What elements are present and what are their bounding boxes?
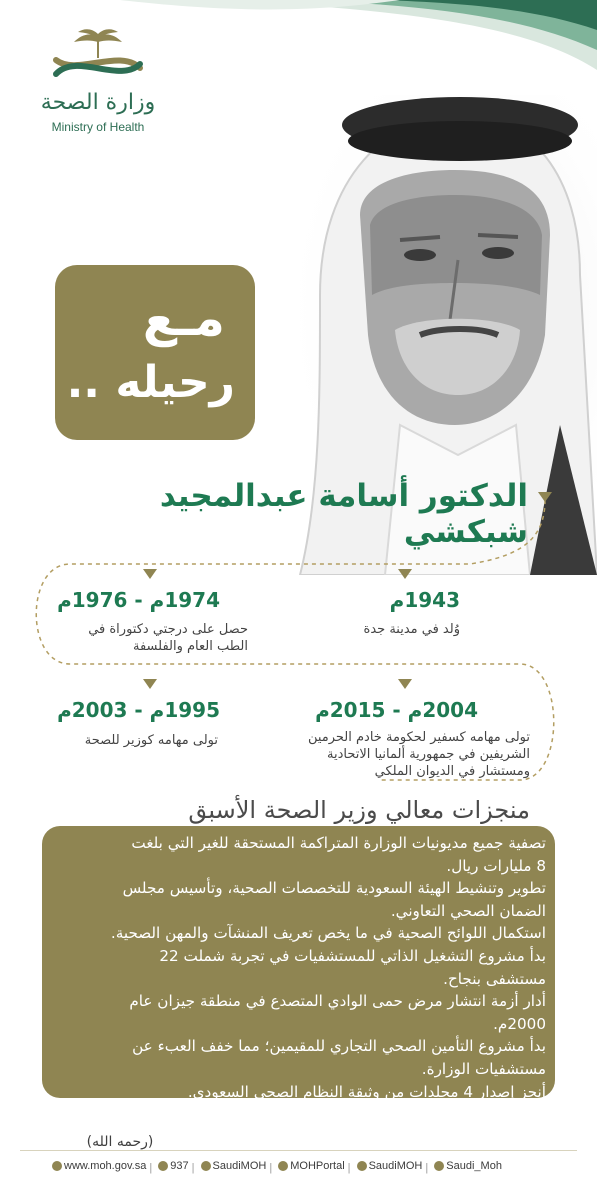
timeline-marker-1974 — [143, 569, 157, 579]
timeline-desc-line: حصل على درجتي دكتوراة في — [88, 622, 248, 637]
timeline-date-1995-2003: 1995م - 2003م — [57, 698, 220, 722]
timeline-marker-name — [538, 492, 552, 502]
timeline-date-1974-1976: 1974م - 1976م — [57, 588, 220, 612]
achievement-line: أنجز إصدار 4 مجلدات من وثيقة النظام الصحي السعودي. — [187, 1082, 546, 1101]
achievement-line: أدار أزمة انتشار مرض حمى الوادي المتصدع في منطقة جيزان عام — [129, 992, 546, 1011]
timeline-marker-2004 — [398, 679, 412, 689]
person-name: الدكتور أسامة عبدالمجيد شبكشي — [159, 478, 528, 550]
logo-arabic-text: وزارة الصحة — [40, 90, 156, 115]
timeline-desc-line: تولى مهامه كسفير لحكومة خادم الحرمين — [307, 730, 530, 745]
timeline-marker-1943 — [398, 569, 412, 579]
footer-youtube[interactable] — [278, 1160, 344, 1172]
timeline-date-1943: 1943م — [389, 588, 460, 612]
badge-line-1: مـع — [142, 289, 225, 347]
footer-separator: | — [269, 1162, 273, 1174]
timeline-marker-1995 — [143, 679, 157, 689]
achievements-list — [56, 832, 546, 1103]
footer-website[interactable] — [52, 1160, 146, 1172]
footer-instagram-text: SaudiMOH — [368, 1160, 423, 1172]
achievement-line: تطوير وتنشيط الهيئة السعودية للتخصصات الصحية، وتأسيس مجلس — [122, 879, 546, 898]
footer-separator: | — [191, 1162, 195, 1174]
footer-twitter-text: SaudiMOH — [212, 1160, 267, 1172]
footer-youtube-text: MOHPortal — [290, 1160, 345, 1172]
timeline-desc-line: الشريفين في جمهورية ألمانيا الاتحادية — [327, 747, 530, 762]
youtube-icon — [278, 1161, 288, 1171]
timeline-desc-1974-1976 — [40, 621, 248, 655]
achievement-line: تصفية جميع مديونيات الوزارة المتراكمة المستحقة للغير التي بلغت — [131, 834, 546, 852]
timeline-date-2004-2015: 2004م - 2015م — [315, 698, 478, 722]
timeline-desc-2004-2015 — [268, 729, 530, 780]
timeline-desc-line: الطب العام والفلسفة — [133, 639, 248, 654]
achievements-panel — [42, 826, 555, 1101]
snapchat-icon — [434, 1161, 444, 1171]
achievement-line: مستشفى بنجاح. — [443, 969, 546, 988]
achievement-line: الضمان الصحي التعاوني. — [390, 901, 546, 920]
footer-divider — [20, 1150, 577, 1151]
achievement-line: استكمال اللوائح الصحية في ما يخص تعريف المنشآت والمهن الصحية. — [110, 924, 546, 943]
footer-contacts — [52, 1160, 562, 1180]
timeline-desc-line: ومستشار في الديوان الملكي — [374, 764, 530, 779]
footer-instagram[interactable] — [357, 1160, 423, 1172]
achievement-line: 2000م. — [493, 1014, 546, 1033]
logo-english-text: Ministry of Health — [51, 120, 145, 134]
achievement-line: بدأ مشروع التأمين الصحي التجاري للمقيمين؛ مما خفف العبء عن — [132, 1037, 546, 1056]
achievement-line: بدأ مشروع التشغيل الذاتي للمستشفيات في تجربة شملت 22 — [159, 946, 546, 965]
footer-separator: | — [149, 1162, 153, 1174]
timeline-desc-1943 — [260, 621, 460, 638]
badge-line-2: رحيله .. — [66, 357, 235, 408]
achievement-line: مستشفيات الوزارة. — [421, 1059, 546, 1078]
instagram-icon — [357, 1161, 367, 1171]
footer-snapchat[interactable] — [434, 1160, 502, 1172]
footer-phone[interactable] — [158, 1160, 188, 1172]
twitter-icon — [201, 1161, 211, 1171]
achievement-line: 8 مليارات ريال. — [446, 856, 546, 875]
footer-twitter[interactable] — [201, 1160, 267, 1172]
footer-separator: | — [347, 1162, 351, 1174]
mercy-note: (رحمه الله) — [86, 1134, 154, 1150]
footer-website-text: www.moh.gov.sa — [64, 1160, 147, 1172]
globe-icon — [52, 1161, 62, 1171]
footer-separator: | — [425, 1162, 429, 1174]
timeline-desc-line: تولى مهامه كوزير للصحة — [84, 733, 218, 748]
timeline-desc-1995-2003 — [40, 732, 218, 749]
phone-icon — [158, 1161, 168, 1171]
achievements-title: منجزات معالي وزير الصحة الأسبق — [188, 796, 530, 824]
timeline-desc-line: وُلد في مدينة جدة — [363, 622, 460, 637]
footer-phone-text: 937 — [170, 1160, 189, 1172]
footer-snapchat-text: Saudi_Moh — [446, 1160, 502, 1172]
